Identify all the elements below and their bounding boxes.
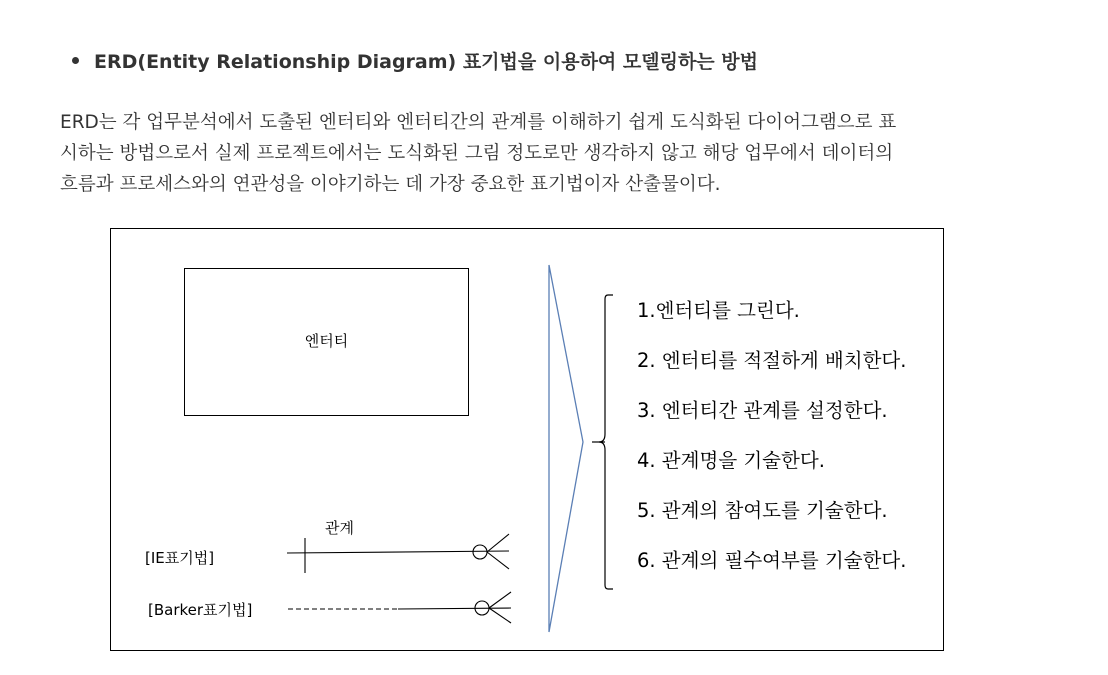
step-item: 6. 관계의 필수여부를 기술한다. [637,549,907,572]
entity-label: 엔터티 [304,332,349,350]
ie-notation-line [287,534,509,573]
curly-brace-shape [592,295,613,589]
paragraph-line-1: ERD는 각 업무분석에서 도출된 엔터티와 엔터티간의 관계를 이해하기 쉽게 도식화된 다이어그램으로 표 [60,112,897,133]
step-item: 1.엔터티를 그린다. [637,299,800,322]
step-item: 2. 엔터티를 적절하게 배치한다. [637,349,907,372]
paragraph-line-3: 흐름과 프로세스와의 연관성을 이야기하는 데 가장 중요한 표기법이자 산출물이다. [60,174,721,195]
heading-text: ERD(Entity Relationship Diagram) 표기법을 이용하여 모델링하는 방법 [94,51,758,73]
barker-notation-line [288,592,511,623]
bullet-icon [72,57,79,64]
paragraph-line-2: 시하는 방법으로서 실제 프로젝트에서는 도식화된 그림 정도로만 생각하지 않고 해당 업무에서 데이터의 [60,143,894,164]
ie-notation-label: [IE표기법] [145,549,215,567]
step-item: 4. 관계명을 기술한다. [637,449,825,472]
barker-notation-label: [Barker표기법] [148,601,253,619]
erd-diagram [110,228,944,651]
arrow-chevron-shape [549,265,583,632]
step-item: 5. 관계의 참여도를 기술한다. [637,499,888,522]
step-item: 3. 엔터티간 관계를 설정한다. [637,399,888,422]
description-paragraph [60,107,995,200]
steps-list [637,295,906,595]
section-heading [72,47,758,74]
relationship-label: 관계 [325,519,354,537]
